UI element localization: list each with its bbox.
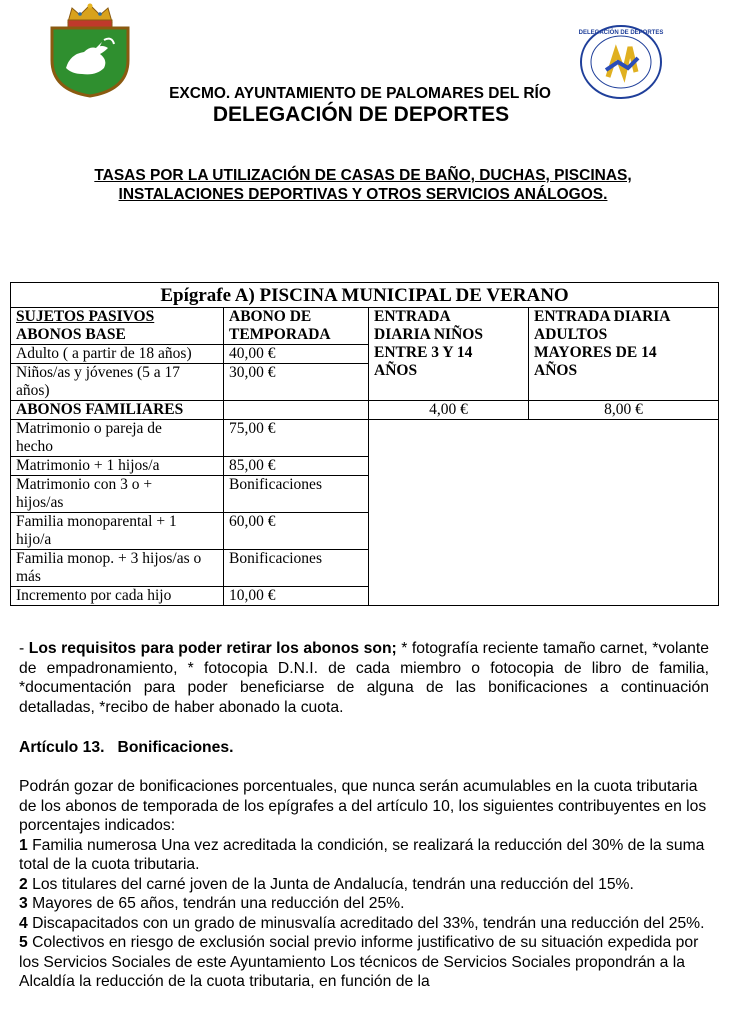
list-item bbox=[19, 933, 709, 992]
row-price: Bonificaciones bbox=[224, 476, 369, 513]
empty-cell bbox=[224, 401, 369, 420]
list-item bbox=[19, 836, 709, 875]
row-label: Niños/as y jóvenes (5 a 17 años) bbox=[11, 364, 224, 401]
row-label: Familia monoparental + 1 hijo/a bbox=[11, 513, 224, 550]
item-text: Discapacitados con un grado de minusvalía acreditado del 33%, tendrán una reducción del 25%. bbox=[27, 914, 705, 932]
row-label: Matrimonio con 3 o + hijos/as bbox=[11, 476, 224, 513]
list-item bbox=[19, 875, 709, 895]
row-price: 75,00 € bbox=[224, 420, 369, 457]
row-label: Adulto ( a partir de 18 años) bbox=[11, 345, 224, 364]
document-heading-line-2: INSTALACIONES DEPORTIVAS Y OTROS SERVICIOS ANÁLOGOS. bbox=[118, 186, 608, 203]
item-text: Los titulares del carné joven de la Junta de Andalucía, tendrán una reducción del 15%. bbox=[27, 875, 634, 893]
item-number: 2 bbox=[19, 875, 28, 893]
header-daily-adults: ENTRADA DIARIA ADULTOS MAYORES DE 14 AÑOS bbox=[529, 308, 719, 401]
item-text: Mayores de 65 años, tendrán una reducción del 25%. bbox=[27, 895, 405, 912]
article-body bbox=[19, 777, 709, 992]
table-row bbox=[11, 420, 719, 457]
list-item bbox=[19, 914, 709, 934]
organization-name: EXCMO. AYUNTAMIENTO DE PALOMARES DEL RÍO bbox=[169, 85, 551, 102]
row-label: Familia monop. + 3 hijos/as o más bbox=[11, 550, 224, 587]
item-number: 3 bbox=[19, 895, 28, 912]
header-season-pass: ABONO DE TEMPORADA bbox=[224, 308, 369, 345]
table-title: Epígrafe A) PISCINA MUNICIPAL DE VERANO bbox=[11, 283, 719, 308]
daily-child-price: 4,00 € bbox=[369, 401, 529, 420]
article-title: Artículo 13. Bonificaciones. bbox=[19, 739, 234, 756]
list-item bbox=[19, 894, 709, 914]
item-number: 5 bbox=[19, 934, 28, 951]
requirements-prefix: - bbox=[19, 640, 29, 657]
header-subjects-label: SUJETOS PASIVOS bbox=[16, 308, 155, 325]
municipal-crest-logo bbox=[38, 2, 142, 98]
family-passes-header: ABONOS FAMILIARES bbox=[11, 401, 224, 420]
row-label: Matrimonio + 1 hijos/a bbox=[11, 457, 224, 476]
sports-logo-text: DELEGACIÓN DE DEPORTES bbox=[578, 30, 664, 36]
item-number: 4 bbox=[19, 914, 28, 932]
row-price: 60,00 € bbox=[224, 513, 369, 550]
row-price: Bonificaciones bbox=[224, 550, 369, 587]
requirements-text: * fotografía reciente tamaño carnet, *volante de empadronamiento, * fotocopia D.N.I. de cada miembro o fotocopia de libro de familia, *documentación para poder beneficiarse de alguna de las bonificaciones a continuación detalladas, *recibo de haber abonado la cuota. bbox=[19, 640, 709, 716]
row-price: 10,00 € bbox=[224, 587, 369, 606]
row-price: 85,00 € bbox=[224, 457, 369, 476]
header-subjects bbox=[11, 308, 224, 345]
header-daily-children: ENTRADA DIARIA NIÑOS ENTRE 3 Y 14 AÑOS bbox=[369, 308, 529, 401]
row-price: 30,00 € bbox=[224, 364, 369, 401]
row-label: Incremento por cada hijo bbox=[11, 587, 224, 606]
table-title-row bbox=[11, 283, 719, 308]
department-name: DELEGACIÓN DE DEPORTES bbox=[212, 103, 510, 126]
document-heading-line-1: TASAS POR LA UTILIZACIÓN DE CASAS DE BAÑO, DUCHAS, PISCINAS, bbox=[94, 167, 632, 184]
article-intro: Podrán gozar de bonificaciones porcentuales, que nunca serán acumulables en la cuota tributaria de los abonos de temporada de los epígrafes a del artículo 10, los siguientes contribuyentes en los porcentajes indicados: bbox=[19, 778, 707, 834]
item-text: Colectivos en riesgo de exclusión social previo informe justificativo de su situación expedida por los Servicios Sociales de este Ayuntamiento Los técnicos de Servicios Sociales propondrán a la Alcaldía la reducción de la cuota tributaria, en función de la bbox=[19, 934, 699, 990]
item-number: 1 bbox=[19, 836, 28, 854]
daily-adult-price: 8,00 € bbox=[529, 401, 719, 420]
requirements-paragraph bbox=[19, 639, 709, 717]
row-label: Matrimonio o pareja de hecho bbox=[11, 420, 224, 457]
family-header-row bbox=[11, 401, 719, 420]
item-text: Familia numerosa Una vez acreditada la condición, se realizará la reducción del 30% de la suma total de la cuota tributaria. bbox=[19, 836, 705, 873]
empty-block bbox=[369, 420, 719, 606]
table-header-row bbox=[11, 308, 719, 345]
row-price: 40,00 € bbox=[224, 345, 369, 364]
header-base-label: ABONOS BASE bbox=[16, 326, 126, 343]
fee-table bbox=[10, 282, 719, 606]
requirements-lead: Los requisitos para poder retirar los abonos son; bbox=[28, 640, 397, 657]
